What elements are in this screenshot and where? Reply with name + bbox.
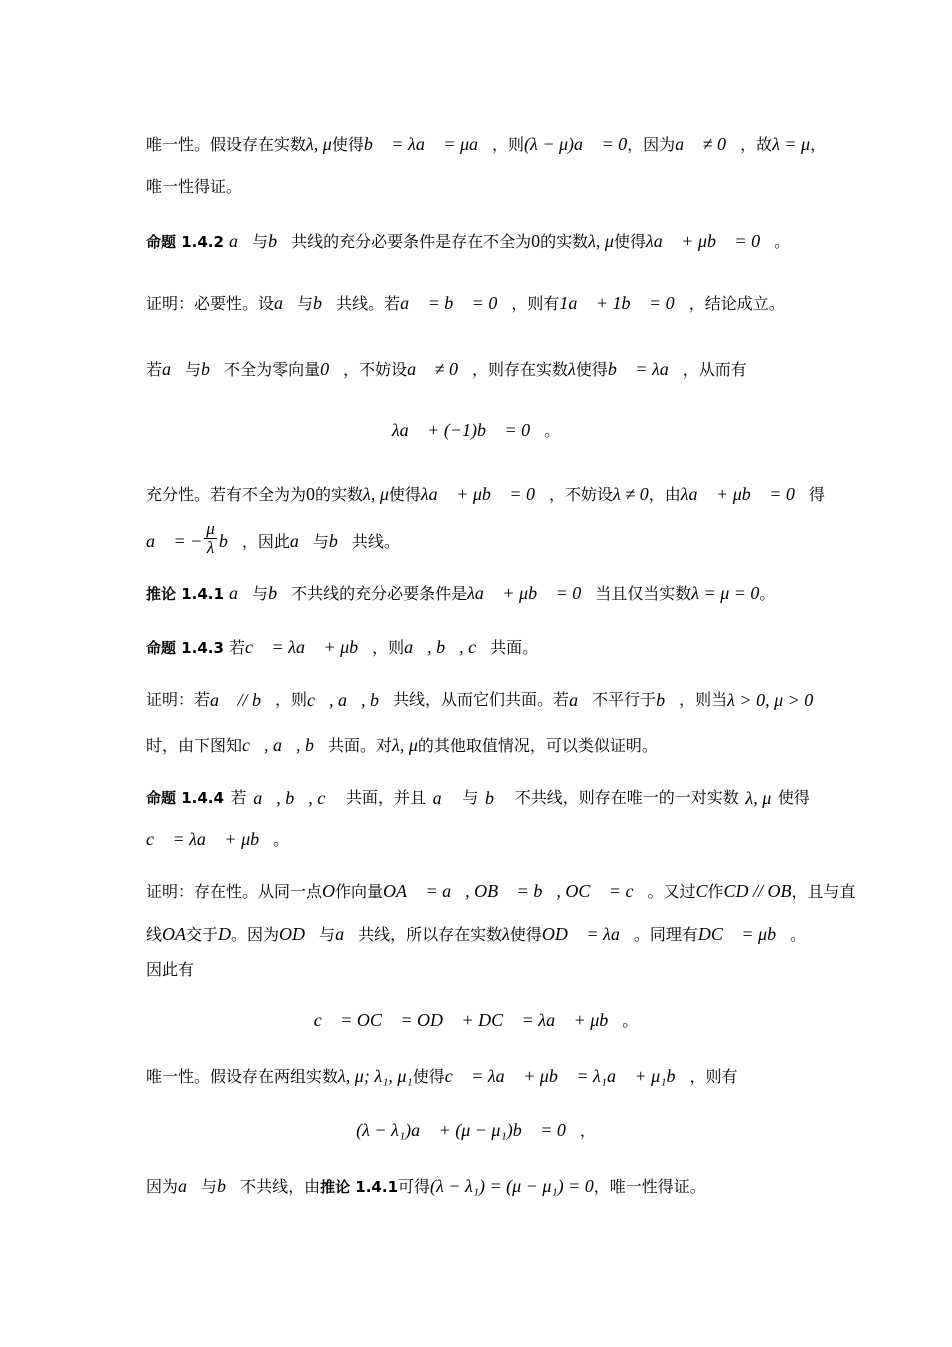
- math: c⃗, a⃗, b⃗: [242, 735, 329, 755]
- text: 共线，从而它们共面。若: [393, 690, 570, 709]
- text: 的其他取值情况，可以类似证明。: [417, 736, 658, 755]
- text: 证明：必要性。设: [146, 294, 275, 313]
- math: OA⃗ = a⃗, OB⃗ = b⃗, OC⃗ = c⃗: [383, 881, 648, 901]
- text: 。: [544, 421, 561, 440]
- text: ，故: [740, 135, 773, 154]
- math: a⃗: [229, 583, 253, 603]
- math: OD⃗ = λa⃗: [541, 924, 634, 944]
- text: 不全为零向量: [224, 360, 321, 379]
- text: 与: [297, 294, 314, 313]
- fraction-numerator: μ: [206, 519, 215, 538]
- corollary-label: 推论 1.4.1: [146, 585, 224, 603]
- text: ，因为: [627, 135, 676, 154]
- math: a⃗: [162, 359, 186, 379]
- math: b⃗: [268, 231, 292, 251]
- proposition-line: [146, 635, 538, 660]
- math: b⃗: [313, 293, 337, 313]
- text: 使得: [575, 360, 608, 379]
- math: λ = μ = 0: [691, 583, 760, 603]
- text: 。同理有: [633, 925, 698, 944]
- text: 与: [319, 925, 336, 944]
- proposition-line: [146, 786, 810, 810]
- proposition-line: [146, 229, 790, 254]
- text: 不共线的充分必要条件是: [291, 584, 468, 603]
- math: OA: [162, 924, 187, 944]
- text: ，且与直: [791, 882, 856, 901]
- math: b⃗: [217, 1176, 241, 1196]
- text: 共面。对: [328, 736, 393, 755]
- math: a⃗: [432, 788, 456, 808]
- text: 使得: [331, 135, 364, 154]
- math: c⃗ = λa⃗ + μb⃗: [245, 637, 373, 657]
- math: 0: [531, 231, 541, 251]
- text: 唯一性。假设存在两组实数: [146, 1067, 339, 1086]
- text: 使得: [412, 1067, 445, 1086]
- math: a⃗ // b⃗: [210, 690, 276, 710]
- math: λ, μ: [588, 231, 614, 251]
- text: 共面，并且: [345, 788, 426, 807]
- proposition-label: 命题 1.4.2: [146, 233, 224, 251]
- math: b⃗ = λa⃗ = μa⃗: [363, 134, 493, 154]
- paragraph-line: [146, 132, 826, 157]
- text: ，则有: [511, 294, 560, 313]
- text: ，因此: [241, 532, 290, 551]
- math: OD⃗: [279, 924, 320, 944]
- corollary-reference: 推论 1.4.1: [320, 1178, 399, 1196]
- math: (λ − μ)a⃗ = 0: [524, 134, 628, 154]
- text: 使得: [509, 925, 542, 944]
- math: C: [695, 881, 708, 901]
- math: c⃗, a⃗, b⃗: [307, 690, 394, 710]
- math: (λ − λ₁)a⃗ + (μ − μ₁)b⃗ = 0⃗: [356, 1120, 580, 1140]
- text: 与: [312, 532, 329, 551]
- math: 1a⃗ + 1b⃗ = 0⃗: [559, 293, 689, 313]
- math: λ, μ: [392, 735, 418, 755]
- math: λ: [502, 924, 510, 944]
- text: ，则存在实数: [472, 360, 569, 379]
- paragraph-line: [146, 521, 400, 562]
- paragraph-line: [146, 733, 658, 758]
- math: λa⃗ + μb⃗ = 0⃗: [467, 583, 596, 603]
- math: λ = μ: [772, 134, 811, 154]
- math: λa⃗ + μb⃗ = 0⃗: [680, 484, 809, 504]
- math: b⃗: [328, 531, 352, 551]
- text: 若: [223, 638, 246, 657]
- text: 。: [622, 1011, 639, 1030]
- math: a⃗: [274, 293, 298, 313]
- math: b⃗: [485, 788, 509, 808]
- text: 。: [774, 232, 791, 251]
- math: λ, μ; λ₁, μ₁: [338, 1066, 413, 1086]
- text: 交于: [186, 925, 219, 944]
- text: 充分性。若有不全为为: [146, 485, 307, 504]
- paragraph-line: [146, 922, 806, 947]
- math: λ > 0, μ > 0: [727, 690, 814, 710]
- paragraph-line: [146, 482, 825, 507]
- text: 的实数: [315, 485, 364, 504]
- text: 。又过: [647, 882, 696, 901]
- display-equation: [0, 418, 952, 443]
- text: 使得: [613, 232, 646, 251]
- math: a⃗ = b⃗ = 0⃗: [400, 293, 512, 313]
- text: 的实数: [540, 232, 589, 251]
- text: 不共线，则存在唯一的一对实数: [514, 788, 739, 807]
- paragraph-line: [146, 688, 814, 712]
- text: 证明：若: [146, 690, 211, 709]
- text: 若: [230, 788, 247, 807]
- text: 因为: [146, 1177, 179, 1196]
- math: λa⃗ + μb⃗ = 0⃗: [420, 484, 550, 504]
- math: c⃗ = OC⃗ = OD⃗ + DC⃗ = λa⃗ + μb⃗: [313, 1010, 623, 1030]
- text: 。: [790, 925, 807, 944]
- text: 。: [273, 830, 290, 849]
- paragraph-line: [146, 827, 289, 852]
- text: 与: [462, 788, 479, 807]
- math: O: [322, 881, 336, 901]
- text: 得: [808, 485, 825, 504]
- text: 与: [185, 360, 202, 379]
- text: 时，由下图知: [146, 736, 243, 755]
- text: 不平行于: [592, 690, 657, 709]
- display-equation: [0, 1118, 952, 1143]
- math: a⃗: [335, 924, 359, 944]
- text: 共线，所以存在实数: [358, 925, 503, 944]
- math: a⃗: [178, 1176, 202, 1196]
- text: 因此有: [146, 960, 195, 979]
- text: 作: [707, 882, 724, 901]
- math: λ, μ: [306, 134, 332, 154]
- text: ，不妨设: [343, 360, 408, 379]
- math: 0⃗: [320, 359, 344, 379]
- text: 唯一性得证。: [146, 177, 243, 196]
- text: ，则: [275, 690, 308, 709]
- paragraph-line: [146, 175, 242, 199]
- text: 当且仅当实数: [595, 584, 692, 603]
- text: 若: [146, 360, 163, 379]
- text: 与: [252, 584, 269, 603]
- text: ，: [810, 135, 827, 154]
- math: λa⃗ + μb⃗ = 0⃗: [645, 231, 775, 251]
- math: a⃗: [289, 531, 313, 551]
- text: ，不妨设: [549, 485, 614, 504]
- math: λ, μ: [745, 788, 772, 808]
- text: 线: [146, 925, 163, 944]
- math: λa⃗ + (−1)b⃗ = 0⃗: [391, 420, 545, 440]
- text: ，: [579, 1121, 596, 1140]
- text: 作向量: [335, 882, 384, 901]
- text: ，则: [372, 638, 405, 657]
- math: a⃗: [569, 690, 593, 710]
- paragraph-line: [146, 291, 785, 316]
- proposition-label: 命题 1.4.4: [146, 789, 224, 807]
- text: ，则当: [679, 690, 728, 709]
- math: a⃗, b⃗, c⃗: [253, 788, 340, 808]
- text: 共线。: [351, 532, 400, 551]
- paragraph-line: [146, 357, 747, 382]
- text: 证明：存在性。从同一点: [146, 882, 323, 901]
- math: λ: [568, 359, 576, 379]
- math: b⃗: [201, 359, 225, 379]
- text: ，则有: [689, 1067, 738, 1086]
- paragraph-line: [146, 1064, 737, 1089]
- math: λ, μ: [363, 484, 389, 504]
- paragraph-line: [146, 958, 194, 982]
- math: b⃗ = λa⃗: [607, 359, 683, 379]
- math: CD // OB: [723, 881, 792, 901]
- math: a⃗ = −: [146, 531, 203, 551]
- text: 共线的充分必要条件是存在不全为: [291, 232, 532, 251]
- math: b⃗: [268, 583, 292, 603]
- text: 不共线，由: [240, 1177, 321, 1196]
- corollary-line: [146, 581, 775, 606]
- proposition-label: 命题 1.4.3: [146, 639, 224, 657]
- math: λ ≠ 0: [613, 484, 649, 504]
- text: 与: [252, 232, 269, 251]
- text: 。因为: [231, 925, 280, 944]
- fraction-denominator: λ: [206, 538, 215, 557]
- math: a⃗, b⃗, c⃗: [404, 637, 491, 657]
- text: ，从而有: [682, 360, 747, 379]
- text: 可得: [398, 1177, 431, 1196]
- math: (λ − λ₁) = (μ − μ₁) = 0: [430, 1176, 594, 1196]
- text: 使得: [388, 485, 421, 504]
- math: b⃗: [218, 531, 242, 551]
- math: c⃗ = λa⃗ + μb⃗ = λ₁a⃗ + μ₁b⃗: [444, 1066, 690, 1086]
- text: ，由: [648, 485, 681, 504]
- text: 使得: [777, 788, 810, 807]
- math: b⃗: [656, 690, 680, 710]
- text: 与: [201, 1177, 218, 1196]
- paragraph-line: [146, 1174, 706, 1199]
- math: a⃗: [229, 231, 253, 251]
- text: ，则: [492, 135, 525, 154]
- math: D: [218, 924, 232, 944]
- text: ，结论成立。: [688, 294, 785, 313]
- fraction: [204, 520, 217, 557]
- math: DC⃗ = μb⃗: [697, 924, 791, 944]
- text: 。: [759, 584, 776, 603]
- text: ，唯一性得证。: [593, 1177, 706, 1196]
- math: a⃗ ≠ 0⃗: [407, 359, 472, 379]
- text: 共面。: [490, 638, 539, 657]
- math: c⃗ = λa⃗ + μb⃗: [146, 829, 274, 849]
- math: a⃗ ≠ 0⃗: [675, 134, 741, 154]
- text: 共线。若: [336, 294, 401, 313]
- paragraph-line: [146, 879, 856, 904]
- text: 唯一性。假设存在实数: [146, 135, 307, 154]
- math: 0: [306, 484, 316, 504]
- display-equation: [0, 1008, 952, 1033]
